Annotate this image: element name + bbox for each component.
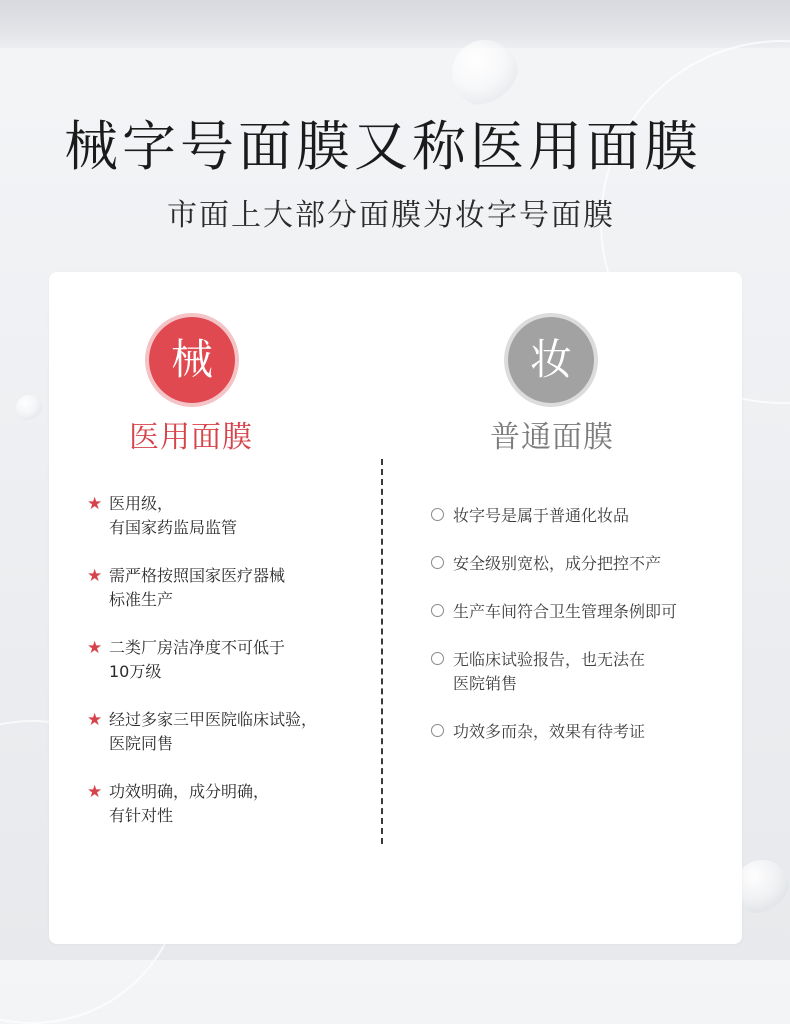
decorative-bubble bbox=[452, 40, 518, 106]
feature-text: 安全级别宽松，成分把控不产 bbox=[453, 554, 662, 573]
cosmetic-badge: 妆 bbox=[508, 317, 594, 403]
medical-features-list bbox=[87, 492, 357, 852]
decorative-bubble bbox=[735, 860, 789, 914]
page-subtitle: 市面上大部分面膜为妆字号面膜 bbox=[167, 198, 615, 233]
list-item bbox=[87, 780, 357, 852]
page-title: 械字号面膜又称医用面膜 bbox=[64, 115, 702, 178]
list-item bbox=[87, 492, 357, 564]
circle-icon bbox=[431, 604, 444, 617]
circle-icon bbox=[431, 556, 444, 569]
list-item bbox=[431, 600, 731, 648]
feature-text: 妆字号是属于普通化妆品 bbox=[453, 506, 630, 525]
circle-icon bbox=[431, 652, 444, 665]
decorative-bubble bbox=[16, 395, 42, 421]
star-icon: ★ bbox=[87, 782, 103, 802]
feature-text: 功效多而杂，效果有待考证 bbox=[453, 722, 646, 741]
top-texture-band bbox=[0, 0, 790, 48]
feature-text: 无临床试验报告，也无法在 医院销售 bbox=[453, 650, 646, 693]
list-item bbox=[431, 720, 731, 768]
comparison-card bbox=[49, 272, 742, 944]
star-icon: ★ bbox=[87, 566, 103, 586]
circle-icon bbox=[431, 724, 444, 737]
list-item bbox=[431, 648, 731, 720]
feature-text: 功效明确，成分明确， 有针对性 bbox=[109, 782, 270, 825]
list-item bbox=[87, 708, 357, 780]
feature-text: 医用级， 有国家药监局监管 bbox=[109, 494, 238, 537]
feature-text: 二类厂房洁净度不可低于 10万级 bbox=[109, 638, 286, 681]
feature-text: 经过多家三甲医院临床试验， 医院同售 bbox=[109, 710, 318, 753]
dashed-divider bbox=[381, 459, 383, 844]
medical-badge: 械 bbox=[149, 317, 235, 403]
medical-mask-title: 医用面膜 bbox=[129, 420, 253, 455]
list-item bbox=[431, 504, 731, 552]
list-item bbox=[87, 564, 357, 636]
feature-text: 生产车间符合卫生管理条例即可 bbox=[453, 602, 678, 621]
star-icon: ★ bbox=[87, 710, 103, 730]
star-icon: ★ bbox=[87, 494, 103, 514]
list-item bbox=[431, 552, 731, 600]
normal-features-list bbox=[431, 504, 731, 768]
circle-icon bbox=[431, 508, 444, 521]
star-icon: ★ bbox=[87, 638, 103, 658]
list-item bbox=[87, 636, 357, 708]
normal-mask-title: 普通面膜 bbox=[490, 420, 614, 455]
feature-text: 需严格按照国家医疗器械 标准生产 bbox=[109, 566, 286, 609]
